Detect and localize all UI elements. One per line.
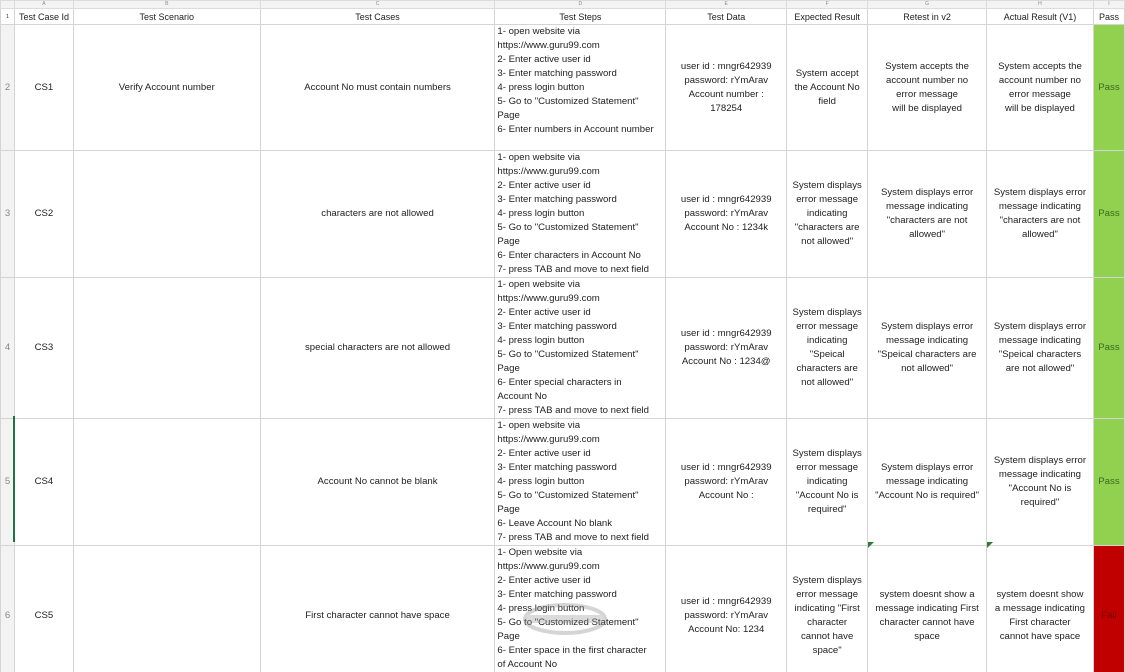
cell-line: will be displayed — [1005, 102, 1075, 114]
header-cell-test-case-id[interactable]: Test Case Id — [14, 9, 73, 25]
column-header[interactable]: E — [666, 1, 787, 9]
cell-line: allowed" — [1021, 229, 1058, 240]
cell-test-data[interactable] — [666, 25, 787, 151]
cell-test-case[interactable]: special characters are not allowed — [260, 278, 495, 419]
cell-line: space — [914, 630, 940, 642]
step-line: https://www.guru99.com — [497, 434, 600, 445]
cell-line: System accepts the — [885, 60, 969, 72]
step-line: 4- press login button — [497, 82, 585, 93]
cell-test-case[interactable]: First character cannot have space — [260, 546, 495, 672]
step-line: 7- press TAB and move to next field — [497, 532, 650, 543]
step-line: 1- open website via — [497, 420, 581, 431]
table-row — [1, 151, 1125, 278]
row-number[interactable]: 6 — [1, 546, 15, 672]
cell-test-case[interactable]: characters are not allowed — [260, 151, 495, 278]
cell-line: message indicating — [886, 201, 969, 212]
column-header[interactable]: B — [73, 1, 260, 9]
step-line: 4- press login button — [497, 335, 585, 346]
step-line: 1- open website via https://www.guru99.com — [497, 26, 600, 51]
cell-line: user id : mngr642939 — [680, 194, 772, 205]
step-line: 3- Enter matching password — [497, 194, 617, 205]
step-line: of Account No — [497, 659, 558, 670]
cell-line: System displays — [792, 307, 862, 318]
column-header[interactable]: C — [260, 1, 495, 9]
step-line: Page — [497, 504, 520, 515]
cell-expected-result[interactable] — [787, 151, 868, 278]
step-line: 7- press TAB and move to next field — [497, 264, 650, 275]
cell-line: message indicating — [998, 335, 1082, 346]
cell-test-case[interactable]: Account No cannot be blank — [260, 419, 495, 546]
cell-test-data[interactable] — [666, 278, 787, 419]
cell-line: not allowed" — [801, 236, 854, 247]
cell-line: system doesnt show — [996, 588, 1084, 600]
column-header[interactable]: I — [1093, 1, 1124, 9]
cell-line: error message — [796, 462, 859, 473]
cell-line: will be displayed — [892, 102, 962, 114]
cell-line: System displays — [792, 448, 862, 459]
cell-line: password: rYmArav — [684, 476, 769, 487]
step-line: 3- Enter matching password — [497, 321, 617, 332]
cell-line: required" — [1020, 497, 1060, 508]
cell-line: "Speical — [809, 349, 845, 360]
cell-line: System displays — [792, 180, 862, 191]
cell-line: "Account No is — [1008, 483, 1072, 494]
header-cell-status[interactable]: Pass — [1093, 9, 1124, 25]
column-header[interactable]: D — [495, 1, 666, 9]
cell-line: cannot have space — [999, 630, 1081, 642]
table-row — [1, 25, 1125, 151]
row-number[interactable]: 1 — [1, 9, 15, 25]
step-line: Page — [497, 631, 520, 642]
cell-line: password: rYmArav — [684, 74, 769, 86]
cell-retest[interactable] — [868, 419, 987, 546]
cell-test-case-id[interactable]: CS4 — [14, 419, 73, 546]
cell-line: indicating — [806, 335, 848, 346]
step-line: 3- Enter matching password — [497, 462, 617, 473]
cell-line: error message — [1009, 88, 1071, 100]
header-cell-test-data[interactable]: Test Data — [666, 9, 787, 25]
comment-indicator — [868, 542, 874, 548]
cell-line: account number no — [886, 74, 969, 86]
header-cell-retest[interactable]: Retest in v2 — [868, 9, 987, 25]
header-cell-test-scenario[interactable]: Test Scenario — [73, 9, 260, 25]
cell-expected-result[interactable] — [787, 546, 868, 672]
column-header[interactable]: F — [787, 1, 868, 9]
step-line: 4- press login button — [497, 476, 585, 487]
cell-actual-result[interactable] — [987, 25, 1094, 151]
step-line: 4- press login button — [497, 603, 585, 614]
step-line: 4- press login button — [497, 208, 585, 219]
step-line: 2- Enter active user id — [497, 448, 591, 459]
cell-line: "characters are not — [999, 215, 1081, 226]
cell-line: error message — [796, 194, 859, 205]
cell-actual-result[interactable] — [987, 419, 1094, 546]
cell-line: space" — [812, 644, 842, 656]
cell-status[interactable]: Fail — [1093, 546, 1124, 672]
header-cell-test-cases[interactable]: Test Cases — [260, 9, 495, 25]
cell-line: Account number : — [688, 88, 764, 100]
cell-line: message indicating — [998, 469, 1082, 480]
cell-line: not allowed" — [901, 363, 954, 374]
cell-test-steps[interactable] — [495, 151, 666, 278]
cell-line: password: rYmArav — [684, 208, 769, 219]
step-line: https://www.guru99.com — [497, 561, 600, 572]
column-header[interactable]: H — [987, 1, 1094, 9]
cell-test-case-id[interactable]: CS1 — [14, 25, 73, 151]
cell-test-case-id[interactable]: CS2 — [14, 151, 73, 278]
cell-test-case-id[interactable]: CS5 — [14, 546, 73, 672]
cell-line: character cannot have — [879, 616, 975, 628]
cell-line: indicating — [806, 208, 848, 219]
cell-line: "characters are — [794, 222, 860, 233]
step-line: https://www.guru99.com — [497, 166, 600, 177]
step-line: 2- Enter active user id — [497, 180, 591, 191]
row-number[interactable]: 2 — [1, 25, 15, 151]
step-line: 6- Enter special characters in — [497, 377, 622, 388]
cell-line: System accept — [795, 67, 859, 79]
cell-status[interactable]: Pass — [1093, 278, 1124, 419]
cell-line: password: rYmArav — [684, 342, 769, 353]
cell-line: System displays error — [993, 321, 1087, 332]
table-row — [1, 278, 1125, 419]
table-row — [1, 546, 1125, 672]
select-all-corner[interactable] — [1, 1, 15, 9]
cell-test-case[interactable]: Account No must contain numbers — [260, 25, 495, 151]
table-row — [1, 419, 1125, 546]
row-number[interactable]: 3 — [1, 151, 15, 278]
cell-line: "Account No is required" — [875, 490, 979, 501]
cell-line: user id : mngr642939 — [680, 60, 772, 72]
column-header[interactable]: G — [868, 1, 987, 9]
step-line: 2- Enter active user id — [497, 575, 591, 586]
step-line: 1- Open website via — [497, 547, 583, 558]
cell-line: Account No: 1234 — [688, 623, 765, 635]
cell-line: the Account No — [794, 81, 860, 93]
cell-expected-result[interactable] — [787, 278, 868, 419]
cell-line: not allowed" — [801, 377, 854, 388]
cell-test-data[interactable] — [666, 151, 787, 278]
cell-line: field — [818, 95, 836, 107]
row-number[interactable]: 4 — [1, 278, 15, 419]
cell-status[interactable]: Pass — [1093, 419, 1124, 546]
cell-line: System displays error — [993, 455, 1087, 466]
step-line: 5- Go to "Customized Statement" — [497, 222, 639, 233]
step-line: Account No — [497, 391, 547, 402]
cell-line: message indicating — [998, 201, 1082, 212]
cell-test-data[interactable] — [666, 419, 787, 546]
cell-line: password: rYmArav — [684, 609, 769, 621]
cell-line: System accepts the — [998, 60, 1082, 72]
cell-test-steps[interactable] — [495, 546, 666, 672]
cell-actual-result[interactable] — [987, 546, 1094, 672]
cell-retest[interactable] — [868, 25, 987, 151]
cell-test-scenario[interactable] — [73, 151, 260, 278]
row-number[interactable]: 5 — [1, 419, 15, 546]
step-line: Page — [497, 363, 520, 374]
step-line: 1- open website via — [497, 279, 581, 290]
cell-test-data[interactable] — [666, 546, 787, 672]
cell-test-scenario[interactable] — [73, 419, 260, 546]
cell-line: character — [807, 616, 848, 628]
step-line: 2- Enter active user id — [497, 307, 591, 318]
cell-test-scenario[interactable] — [73, 278, 260, 419]
header-cell-test-steps[interactable]: Test Steps — [495, 9, 666, 25]
column-header-row — [1, 1, 1125, 9]
cell-test-case-id[interactable]: CS3 — [14, 278, 73, 419]
step-line: https://www.guru99.com — [497, 293, 600, 304]
cell-line: message indicating — [886, 476, 969, 487]
step-line: 5- Go to "Customized Statement" — [497, 617, 639, 628]
cell-line: account number no — [998, 74, 1082, 86]
header-cell-actual-result[interactable]: Actual Result (V1) — [987, 9, 1094, 25]
cell-line: system doesnt show a — [879, 588, 975, 600]
cell-line: error message — [796, 588, 859, 600]
cell-line: 178254 — [710, 102, 743, 114]
cell-line: System displays — [792, 574, 862, 586]
cell-line: System displays error — [880, 321, 974, 332]
step-line: 3- Enter matching password — [497, 68, 617, 79]
cell-line: message indicating — [886, 335, 969, 346]
cell-retest[interactable] — [868, 546, 987, 672]
cell-test-scenario[interactable]: Verify Account number — [73, 25, 260, 151]
cell-line: characters are — [796, 363, 858, 374]
step-line: 5- Go to "Customized Statement" — [497, 349, 639, 360]
cell-line: Account No : 1234@ — [681, 356, 771, 367]
cell-line: error message — [896, 88, 958, 100]
cell-line: message indicating First — [875, 602, 979, 614]
step-line: 3- Enter matching password — [497, 589, 617, 600]
cell-line: "Account No is — [795, 490, 859, 501]
cell-line: "characters are not — [886, 215, 968, 226]
cell-expected-result[interactable] — [787, 25, 868, 151]
cell-line: user id : mngr642939 — [680, 462, 772, 473]
cell-actual-result[interactable] — [987, 151, 1094, 278]
cell-line: user id : mngr642939 — [680, 328, 772, 339]
cell-expected-result[interactable] — [787, 419, 868, 546]
cell-test-scenario[interactable] — [73, 546, 260, 672]
cell-line: "Speical characters are — [877, 349, 977, 360]
cell-line: indicating "First — [794, 602, 860, 614]
cell-line: Account No : 1234k — [684, 222, 769, 233]
cell-line: First character — [1009, 616, 1071, 628]
step-line: 6- Enter numbers in Account number — [497, 124, 654, 135]
cell-line: System displays error — [880, 462, 974, 473]
cell-line: Account No : — [698, 490, 754, 501]
cell-test-steps[interactable] — [495, 419, 666, 546]
cell-line: System displays error — [993, 187, 1087, 198]
cell-test-steps[interactable] — [495, 278, 666, 419]
cell-line: user id : mngr642939 — [680, 595, 772, 607]
cell-line: allowed" — [909, 229, 946, 240]
comment-indicator — [987, 542, 993, 548]
cell-line: cannot have — [801, 630, 854, 642]
header-row — [1, 9, 1125, 25]
cell-line: error message — [796, 321, 859, 332]
cell-actual-result[interactable] — [987, 278, 1094, 419]
cell-line: "Speical characters — [998, 349, 1082, 360]
step-line: 6- Enter characters in Account No — [497, 250, 641, 261]
cell-retest[interactable] — [868, 151, 987, 278]
step-line: 5- Go to "Customized Statement" — [497, 490, 639, 501]
cell-test-steps[interactable] — [495, 25, 666, 151]
selection-indicator — [13, 416, 15, 542]
cell-status[interactable]: Pass — [1093, 151, 1124, 278]
step-line: 2- Enter active user id — [497, 54, 591, 65]
step-line: 5- Go to "Customized Statement" Page — [497, 96, 639, 121]
cell-line: a message indicating — [994, 602, 1086, 614]
step-line: 6- Leave Account No blank — [497, 518, 613, 529]
cell-line: are not allowed" — [1005, 363, 1075, 374]
step-line: Page — [497, 236, 520, 247]
cell-retest[interactable] — [868, 278, 987, 419]
step-line: 6- Enter space in the first character — [497, 645, 647, 656]
header-cell-expected-result[interactable]: Expected Result — [787, 9, 868, 25]
column-header[interactable]: A — [14, 1, 73, 9]
step-line: 7- press TAB and move to next field — [497, 405, 650, 416]
cell-line: System displays error — [880, 187, 974, 198]
cell-line: indicating — [806, 476, 848, 487]
step-line: 1- open website via — [497, 152, 581, 163]
cell-status[interactable]: Pass — [1093, 25, 1124, 151]
cell-line: required" — [807, 504, 847, 515]
